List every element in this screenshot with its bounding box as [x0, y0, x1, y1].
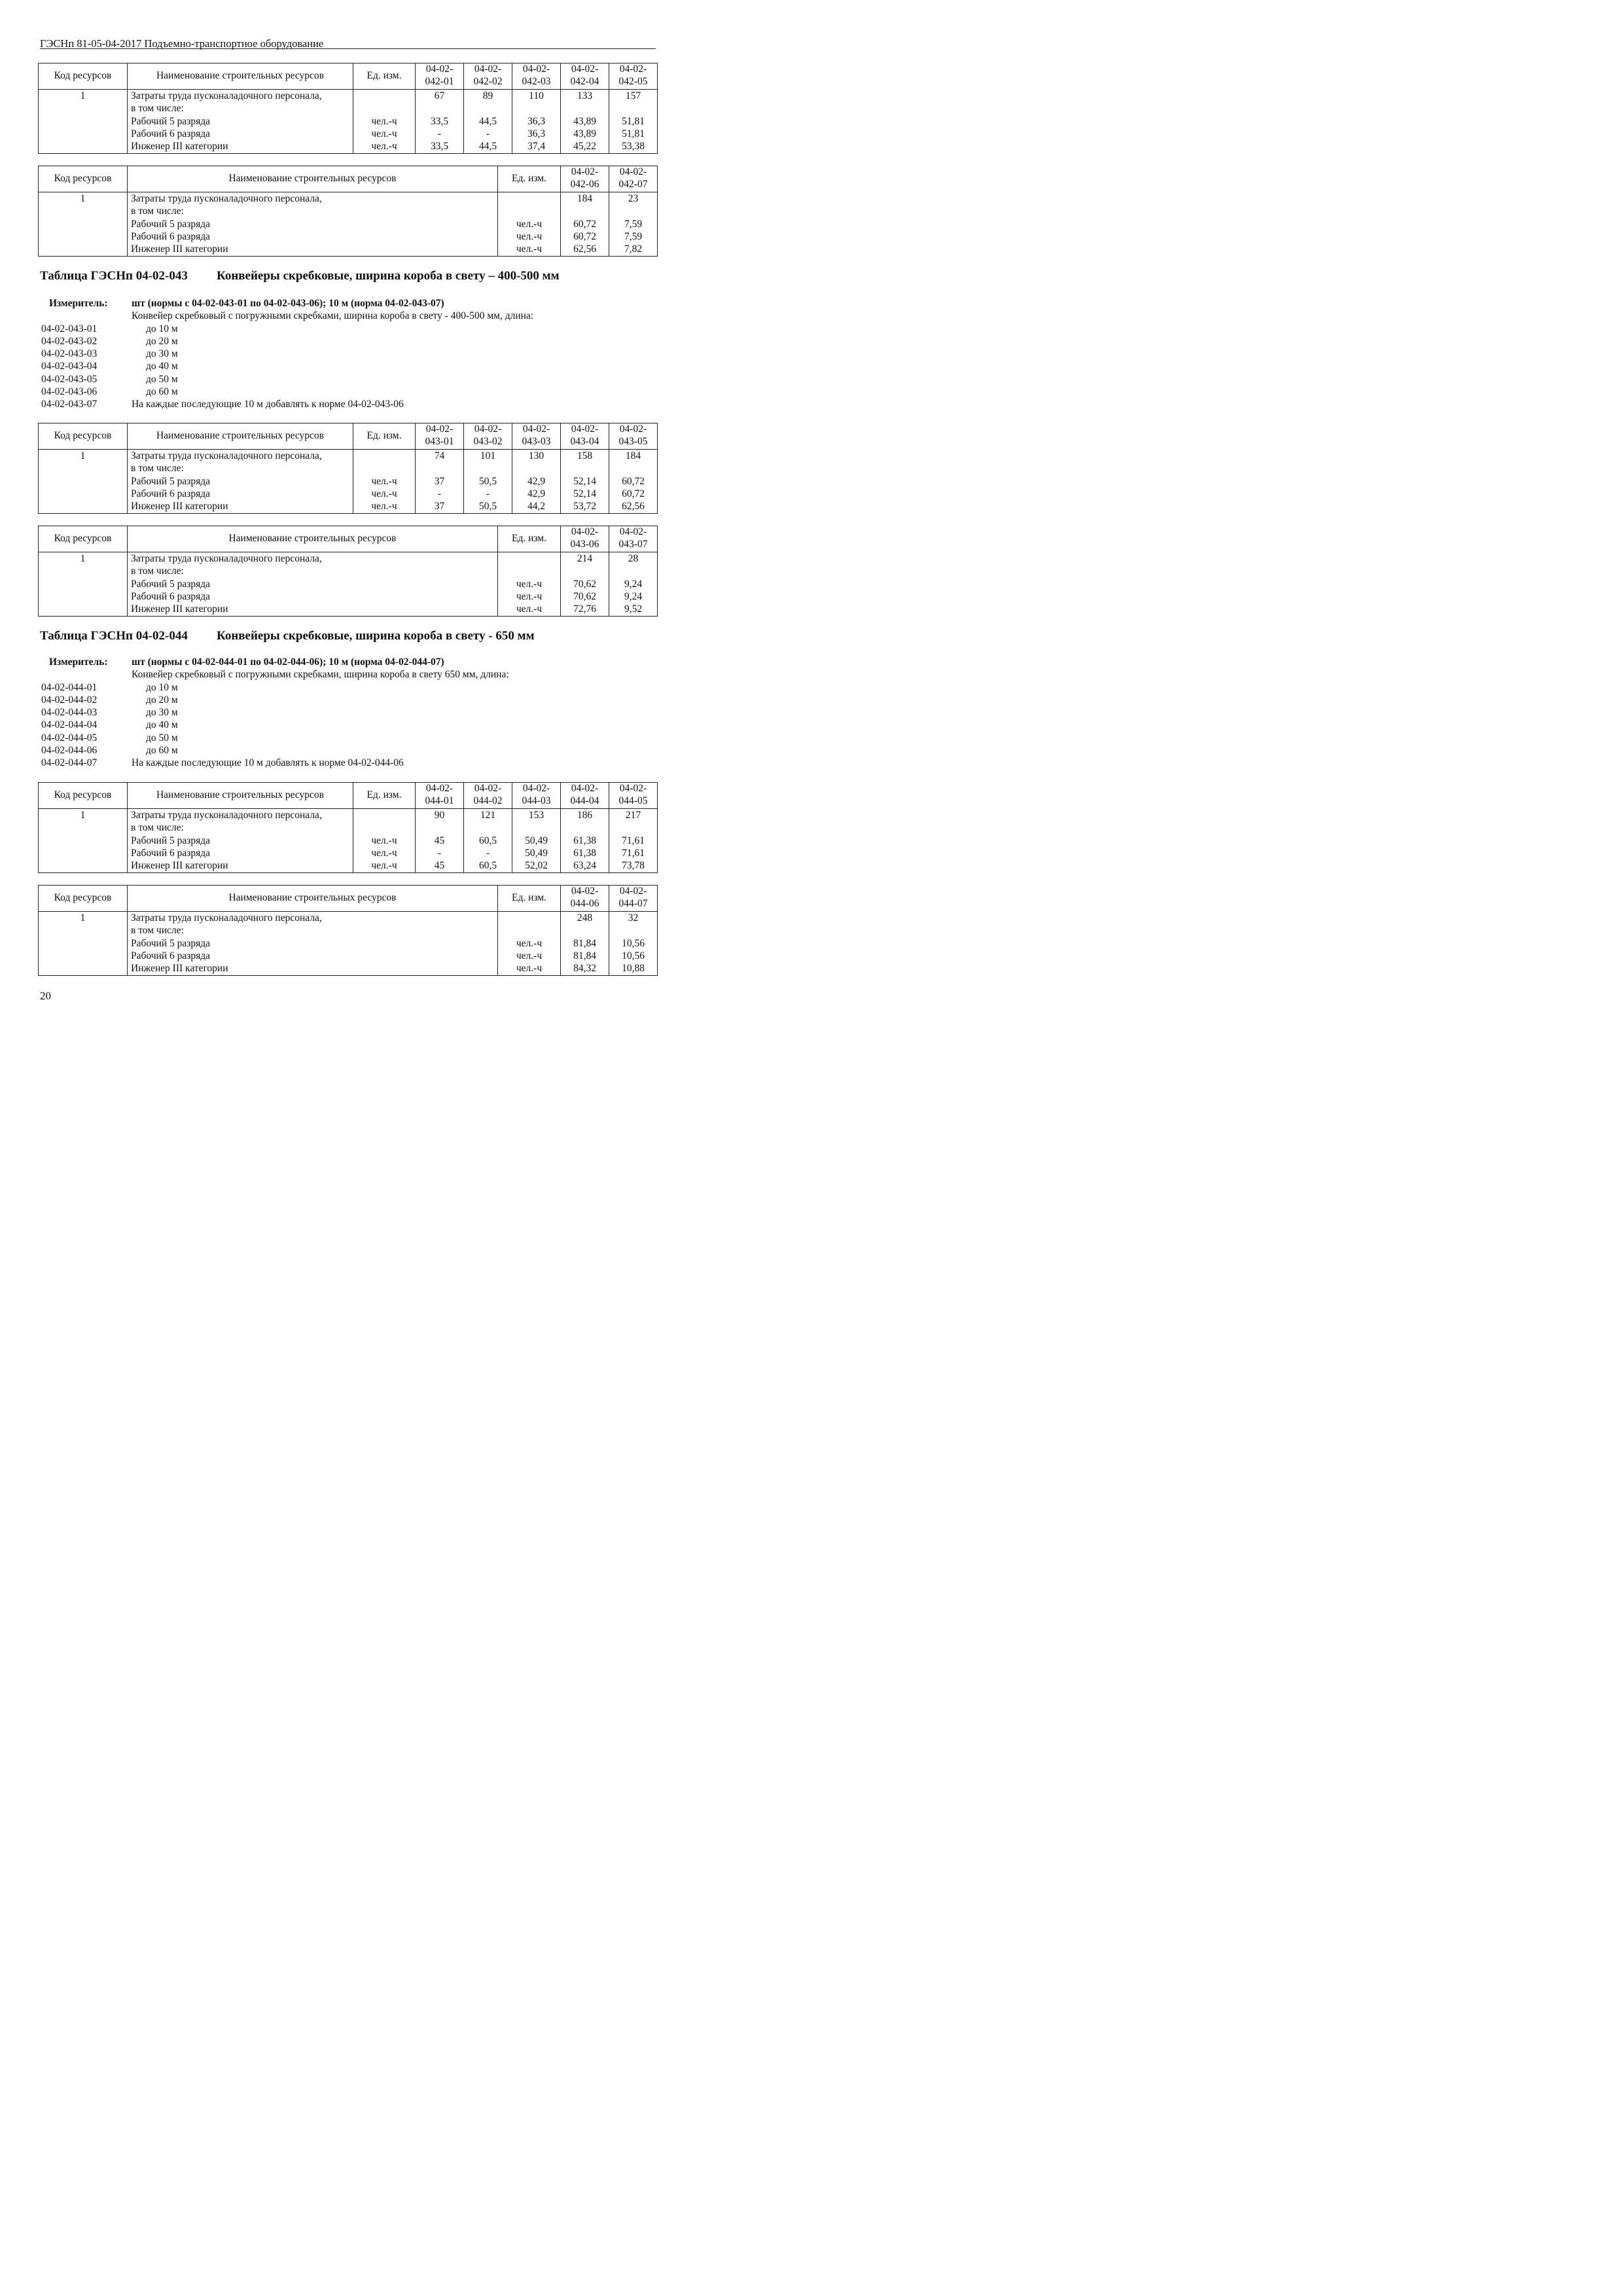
norm-values: 184 60,72 60,72 62,56 [561, 192, 609, 256]
header-norm-code: 04-02- 043-02 [464, 423, 512, 450]
header-code: Код ресурсов [39, 526, 128, 552]
header-code: Код ресурсов [39, 166, 128, 192]
norm-item: 04-02-043-05 до 50 м [41, 373, 178, 385]
header-norm-code: 04-02- 042-05 [609, 63, 658, 90]
resource-code: 1 [39, 552, 128, 616]
meter-label: Измеритель: [49, 298, 108, 309]
resource-table [38, 63, 658, 154]
resource-table [38, 166, 658, 257]
norm-item: 04-02-044-04 до 40 м [41, 719, 178, 731]
norm-item: 04-02-043-02 до 20 м [41, 335, 178, 347]
norm-values: 133 43,89 43,89 45,22 [561, 89, 609, 153]
header-norm-code: 04-02- 044-02 [464, 783, 512, 809]
header-unit: Ед. изм. [353, 423, 416, 450]
header-unit: Ед. изм. [353, 783, 416, 809]
norm-values: 28 9,24 9,24 9,52 [609, 552, 658, 616]
header-code: Код ресурсов [39, 63, 128, 90]
meter-description: Конвейер скребковый с погружными скребками, ширина короба в свету 650 мм, длина: [132, 669, 509, 681]
header-code: Код ресурсов [39, 423, 128, 450]
norm-item-last: 04-02-044-07 На каждые последующие 10 м добавлять к норме 04-02-044-06 [41, 757, 404, 769]
norm-values: 74 37 - 37 [416, 449, 464, 513]
resource-names: Затраты труда пусконаладочного персонала, в том числе: Рабочий 5 разряда Рабочий 6 разряда Инженер III категории [128, 911, 498, 975]
norm-item: 04-02-043-03 до 30 м [41, 348, 178, 360]
header-code: Код ресурсов [39, 886, 128, 912]
header-name: Наименование строительных ресурсов [128, 166, 498, 192]
header-norm-code: 04-02- 044-03 [512, 783, 561, 809]
header-unit: Ед. изм. [498, 886, 561, 912]
resource-units: чел.-ч чел.-ч чел.-ч [353, 89, 416, 153]
header-unit: Ед. изм. [353, 63, 416, 90]
norm-values: 23 7,59 7,59 7,82 [609, 192, 658, 256]
norm-values: 217 71,61 71,61 73,78 [609, 808, 658, 872]
norm-values: 32 10,56 10,56 10,88 [609, 911, 658, 975]
header-name: Наименование строительных ресурсов [128, 783, 353, 809]
resource-code: 1 [39, 449, 128, 513]
resource-units: чел.-ч чел.-ч чел.-ч [498, 192, 561, 256]
resource-names: Затраты труда пусконаладочного персонала, в том числе: Рабочий 5 разряда Рабочий 6 разряда Инженер III категории [128, 192, 498, 256]
meter-block [40, 656, 662, 770]
header-norm-code: 04-02- 043-03 [512, 423, 561, 450]
header-norm-code: 04-02- 044-07 [609, 886, 658, 912]
header-norm-code: 04-02- 043-05 [609, 423, 658, 450]
header-norm-code: 04-02- 043-07 [609, 526, 658, 552]
header-norm-code: 04-02- 044-01 [416, 783, 464, 809]
running-header: ГЭСНп 81-05-04-2017 Подъемно-транспортное оборудование [40, 37, 324, 50]
norm-values: 101 50,5 - 50,5 [464, 449, 512, 513]
meter-label: Измеритель: [49, 656, 108, 668]
norm-values: 214 70,62 70,62 72,76 [561, 552, 609, 616]
resource-table [38, 782, 658, 873]
meter-value: шт (нормы с 04-02-043-01 по 04-02-043-06); 10 м (норма 04-02-043-07) [132, 298, 444, 309]
header-code: Код ресурсов [39, 783, 128, 809]
norm-values: 184 60,72 60,72 62,56 [609, 449, 658, 513]
norm-values: 121 60,5 - 60,5 [464, 808, 512, 872]
resource-names: Затраты труда пусконаладочного персонала, в том числе: Рабочий 5 разряда Рабочий 6 разряда Инженер III категории [128, 449, 353, 513]
header-norm-code: 04-02- 042-01 [416, 63, 464, 90]
meter-value: шт (нормы с 04-02-044-01 по 04-02-044-06); 10 м (норма 04-02-044-07) [132, 656, 444, 668]
header-name: Наименование строительных ресурсов [128, 423, 353, 450]
header-norm-code: 04-02- 042-04 [561, 63, 609, 90]
header-name: Наименование строительных ресурсов [128, 63, 353, 90]
resource-units: чел.-ч чел.-ч чел.-ч [498, 911, 561, 975]
norm-item: 04-02-043-04 до 40 м [41, 361, 178, 372]
header-norm-code: 04-02- 043-06 [561, 526, 609, 552]
resource-code: 1 [39, 911, 128, 975]
header-norm-code: 04-02- 042-02 [464, 63, 512, 90]
norm-values: 157 51,81 51,81 53,38 [609, 89, 658, 153]
resource-names: Затраты труда пусконаладочного персонала, в том числе: Рабочий 5 разряда Рабочий 6 разряда Инженер III категории [128, 552, 498, 616]
resource-units: чел.-ч чел.-ч чел.-ч [353, 449, 416, 513]
meter-description: Конвейер скребковый с погружными скребками, ширина короба в свету - 400-500 мм, длина: [132, 310, 534, 322]
norm-item: 04-02-044-02 до 20 м [41, 694, 178, 706]
header-norm-code: 04-02- 042-06 [561, 166, 609, 192]
resource-units: чел.-ч чел.-ч чел.-ч [498, 552, 561, 616]
norm-item: 04-02-044-06 до 60 м [41, 745, 178, 757]
page-number: 20 [40, 990, 51, 1002]
resource-table [38, 526, 658, 617]
header-norm-code: 04-02- 044-05 [609, 783, 658, 809]
resource-units: чел.-ч чел.-ч чел.-ч [353, 808, 416, 872]
header-unit: Ед. изм. [498, 526, 561, 552]
resource-code: 1 [39, 89, 128, 153]
resource-table [38, 885, 658, 976]
section-title-code: Таблица ГЭСНп 04-02-044 [40, 629, 188, 643]
header-rule [40, 48, 656, 49]
norm-values: 89 44,5 - 44,5 [464, 89, 512, 153]
header-name: Наименование строительных ресурсов [128, 886, 498, 912]
header-name: Наименование строительных ресурсов [128, 526, 498, 552]
norm-item: 04-02-043-01 до 10 м [41, 323, 178, 334]
norm-item-last: 04-02-043-07 На каждые последующие 10 м добавлять к норме 04-02-043-06 [41, 399, 404, 410]
norm-values: 158 52,14 52,14 53,72 [561, 449, 609, 513]
header-norm-code: 04-02- 044-04 [561, 783, 609, 809]
norm-values: 153 50,49 50,49 52,02 [512, 808, 561, 872]
header-norm-code: 04-02- 043-01 [416, 423, 464, 450]
norm-values: 110 36,3 36,3 37,4 [512, 89, 561, 153]
norm-values: 130 42,9 42,9 44,2 [512, 449, 561, 513]
resource-names: Затраты труда пусконаладочного персонала, в том числе: Рабочий 5 разряда Рабочий 6 разряда Инженер III категории [128, 808, 353, 872]
header-norm-code: 04-02- 042-03 [512, 63, 561, 90]
norm-item: 04-02-044-01 до 10 м [41, 681, 178, 693]
norm-values: 248 81,84 81,84 84,32 [561, 911, 609, 975]
norm-item: 04-02-044-05 до 50 м [41, 732, 178, 744]
resource-table [38, 423, 658, 514]
section-title-code: Таблица ГЭСНп 04-02-043 [40, 269, 188, 283]
norm-values: 67 33,5 - 33,5 [416, 89, 464, 153]
resource-code: 1 [39, 192, 128, 256]
section-title [40, 269, 560, 283]
header-norm-code: 04-02- 043-04 [561, 423, 609, 450]
norm-values: 90 45 - 45 [416, 808, 464, 872]
section-title-name: Конвейеры скребковые, ширина короба в свету - 650 мм [217, 629, 535, 643]
section-title-name: Конвейеры скребковые, ширина короба в свету – 400-500 мм [217, 269, 560, 283]
norm-values: 186 61,38 61,38 63,24 [561, 808, 609, 872]
header-norm-code: 04-02- 042-07 [609, 166, 658, 192]
header-norm-code: 04-02- 044-06 [561, 886, 609, 912]
section-title [40, 629, 535, 643]
header-unit: Ед. изм. [498, 166, 561, 192]
resource-names: Затраты труда пусконаладочного персонала, в том числе: Рабочий 5 разряда Рабочий 6 разряда Инженер III категории [128, 89, 353, 153]
norm-item: 04-02-044-03 до 30 м [41, 707, 178, 719]
resource-code: 1 [39, 808, 128, 872]
meter-block [40, 297, 662, 411]
norm-item: 04-02-043-06 до 60 м [41, 386, 178, 398]
